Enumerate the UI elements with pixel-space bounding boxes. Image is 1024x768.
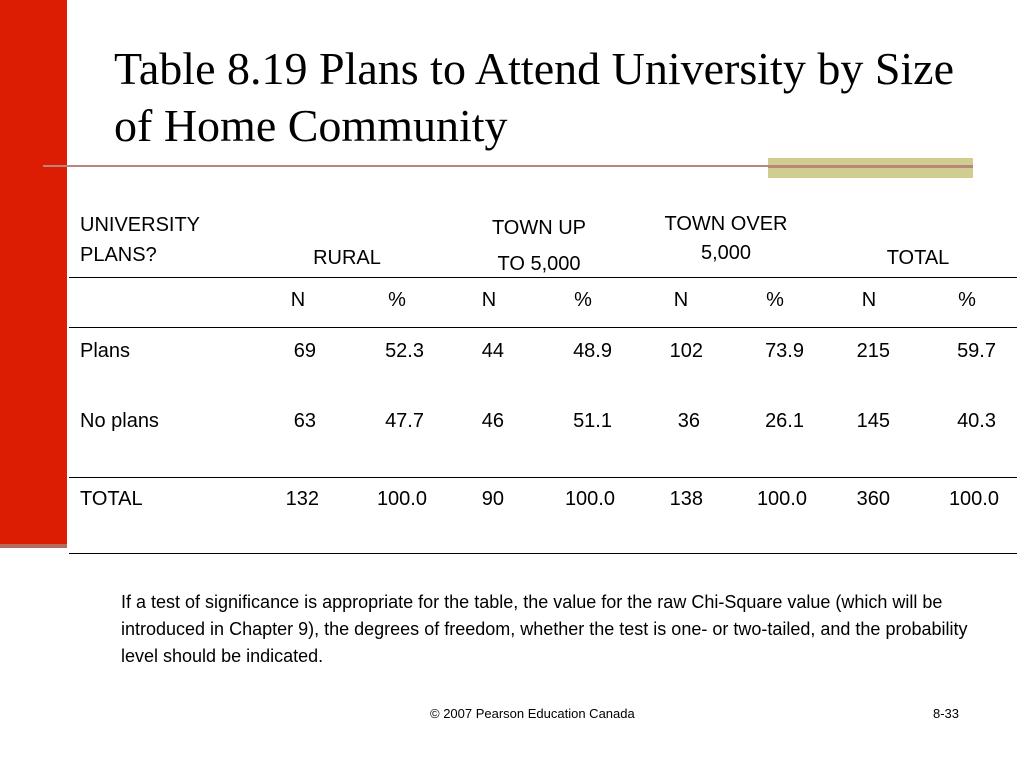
cell-total-n: 360	[856, 488, 890, 510]
header-total: TOTAL	[886, 247, 950, 269]
table-rule-header	[69, 277, 1017, 278]
header-town-up-line2: TO 5,000	[497, 253, 581, 275]
cell-townover-n: 36	[677, 410, 700, 432]
header-town-up-line1: TOWN UP	[491, 217, 587, 239]
row-label: No plans	[80, 410, 159, 432]
left-accent-bar-foot	[0, 544, 67, 548]
footer-page-number: 8-33	[933, 706, 960, 721]
cell-townup-pct: 48.9	[573, 340, 612, 362]
cell-rural-n: 69	[293, 340, 316, 362]
subheader-total-n: N	[861, 289, 877, 311]
cell-townover-n: 138	[669, 488, 703, 510]
slide-title: Table 8.19 Plans to Attend University by Size of Home Community	[114, 43, 955, 151]
cell-townover-n: 102	[669, 340, 703, 362]
significance-note: If a test of significance is appropriate for the table, the value for the raw Chi-Square value (which will be introduced in Chapter 9), the degrees of freedom, whether the test is one- or two-tailed, and the probability level should be indicated.	[121, 592, 968, 666]
cell-townup-n: 44	[481, 340, 504, 362]
title-accent-block	[768, 158, 973, 178]
cell-total-pct: 59.7	[957, 340, 996, 362]
table-rule-body	[69, 477, 1017, 478]
subheader-townup-n: N	[481, 289, 497, 311]
cell-total-pct: 100.0	[948, 488, 999, 510]
cell-townup-pct: 51.1	[573, 410, 612, 432]
cell-rural-pct: 100.0	[376, 488, 427, 510]
header-university-plans-line2: PLANS?	[80, 244, 157, 266]
subheader-rural-n: N	[290, 289, 306, 311]
footer-copyright: © 2007 Pearson Education Canada	[430, 706, 635, 721]
header-town-up	[459, 210, 619, 282]
cell-townup-pct: 100.0	[564, 488, 615, 510]
cell-total-pct: 40.3	[957, 410, 996, 432]
left-accent-bar	[0, 0, 67, 544]
row-label: TOTAL	[80, 488, 143, 510]
cell-townover-pct: 26.1	[765, 410, 804, 432]
header-town-over-line2: 5,000	[700, 242, 752, 264]
row-label: Plans	[80, 340, 131, 362]
header-town-over	[636, 210, 816, 268]
table-rule-subheader	[69, 327, 1017, 328]
cell-rural-n: 132	[285, 488, 319, 510]
subheader-townup-pct: %	[574, 289, 592, 311]
subheader-townover-n: N	[673, 289, 689, 311]
cell-total-n: 145	[856, 410, 890, 432]
subheader-townover-pct: %	[766, 289, 784, 311]
cell-rural-pct: 52.3	[385, 340, 424, 362]
header-rural: RURAL	[313, 247, 381, 269]
cell-rural-pct: 47.7	[385, 410, 424, 432]
header-university-plans	[80, 210, 200, 270]
cell-total-n: 215	[856, 340, 890, 362]
header-town-over-line1: TOWN OVER	[664, 213, 788, 235]
cell-townover-pct: 100.0	[756, 488, 807, 510]
cell-rural-n: 63	[293, 410, 316, 432]
subheader-total-pct: %	[958, 289, 976, 311]
header-university-plans-line1: UNIVERSITY	[80, 214, 201, 236]
table-rule-bottom	[69, 553, 1017, 554]
subheader-rural-pct: %	[388, 289, 406, 311]
cell-townup-n: 46	[481, 410, 504, 432]
cell-townover-pct: 73.9	[765, 340, 804, 362]
cell-townup-n: 90	[481, 488, 504, 510]
